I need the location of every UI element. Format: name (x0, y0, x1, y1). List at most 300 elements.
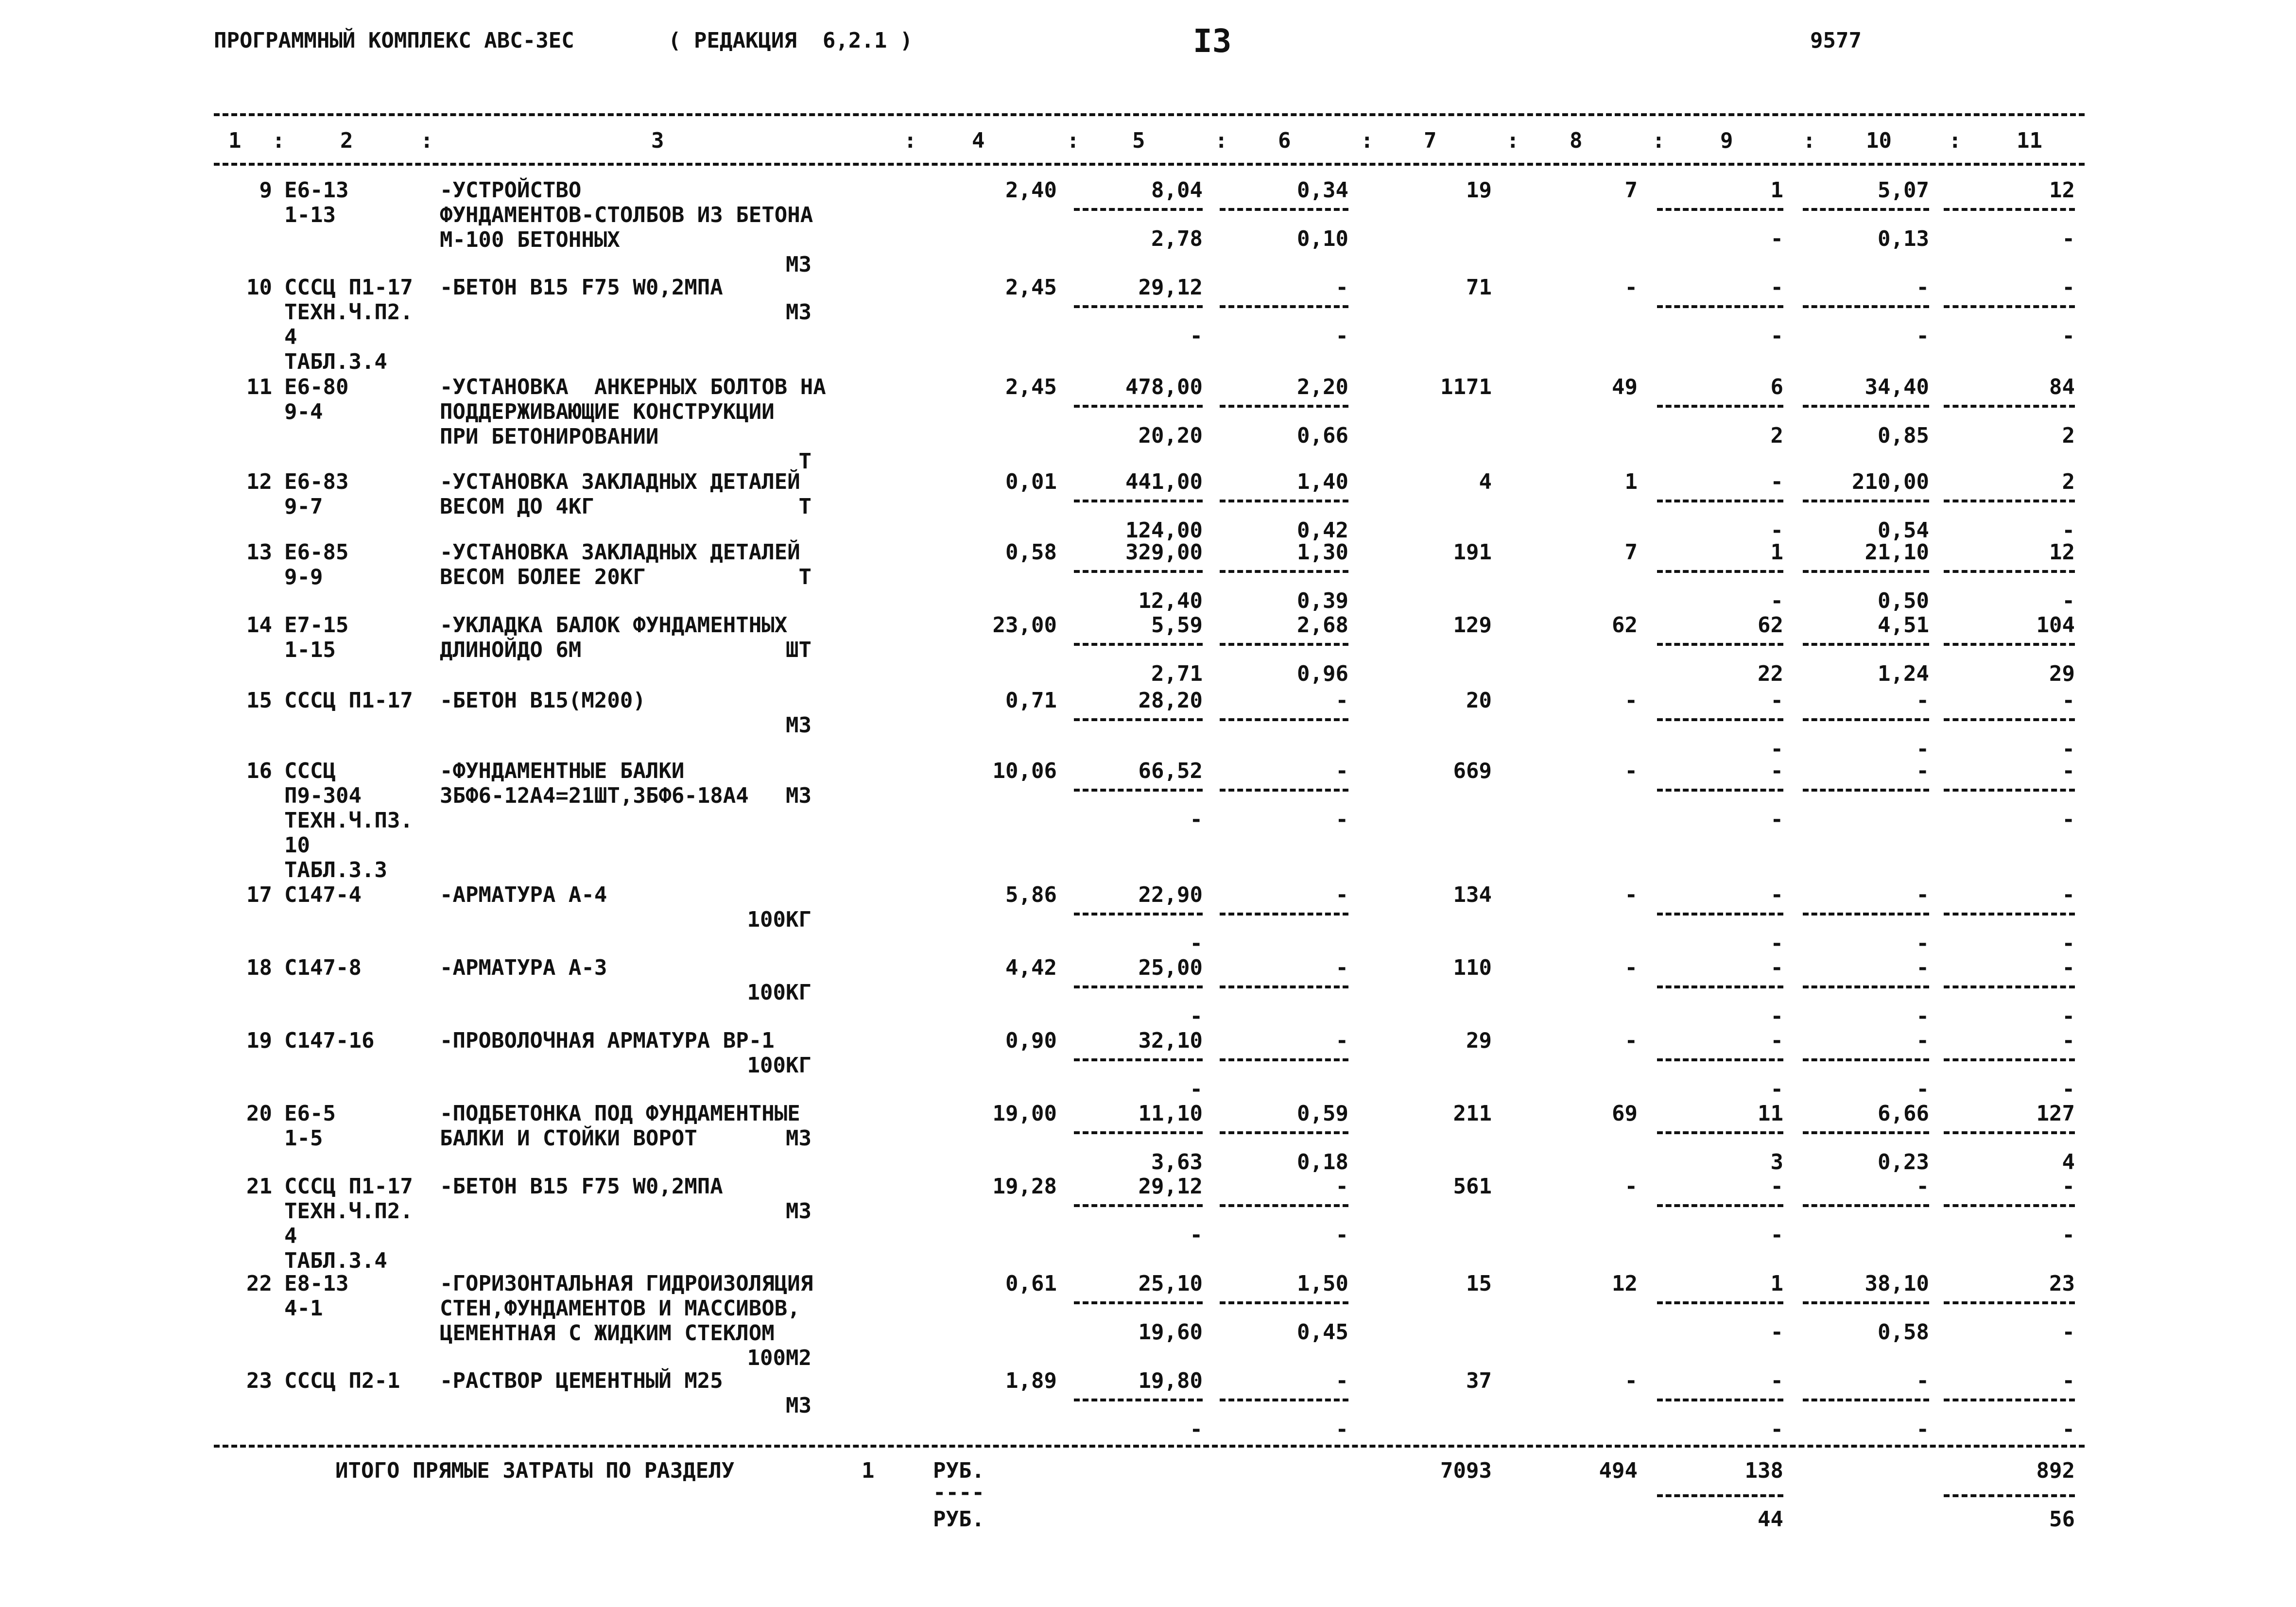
cell-rule (1657, 305, 1783, 308)
cell-c6-sub: - (1335, 324, 1348, 348)
page-number: I3 (1193, 22, 1232, 60)
cell-c9: - (1770, 469, 1783, 494)
cell-rule (1944, 1131, 2075, 1134)
cell-rule (1657, 1399, 1783, 1401)
cell-c5-sub: 2,71 (1151, 661, 1203, 686)
cell-c9-sub: - (1770, 1417, 1783, 1442)
cell-c8: - (1624, 688, 1638, 713)
cell-rule (1220, 1399, 1348, 1401)
cell-c9: 1 (1770, 178, 1783, 203)
column-number: 1 (228, 128, 242, 153)
cell-c8: - (1624, 1174, 1638, 1199)
work-description: М-100 БЕТОННЫХ (440, 227, 620, 252)
resource-code: 4 (284, 325, 297, 349)
cell-rule (1803, 1058, 1929, 1061)
cell-c9-sub: - (1770, 1004, 1783, 1029)
cell-c5: 28,20 (1138, 688, 1203, 713)
cell-c11: 12 (2049, 178, 2075, 203)
row-number: 13 (246, 540, 272, 565)
resource-code: Е6-80 (284, 375, 349, 399)
cell-rule (1803, 1204, 1929, 1207)
row-number: 12 (246, 469, 272, 494)
cell-rule (1220, 1301, 1348, 1304)
total-currency-dash: ---- (933, 1480, 984, 1505)
resource-code: 9-7 (284, 494, 323, 519)
cell-rule (1803, 570, 1929, 573)
cell-c7: 15 (1466, 1271, 1492, 1296)
cell-c11: - (2062, 1174, 2075, 1199)
cell-c6: 0,34 (1297, 178, 1348, 203)
cell-c10-sub: 0,54 (1878, 518, 1929, 543)
cell-c7: 669 (1453, 759, 1492, 783)
cell-c6: - (1335, 759, 1348, 783)
cell-rule (1803, 305, 1929, 308)
document-number: 9577 (1810, 28, 1862, 53)
cell-rule (1220, 718, 1348, 721)
cell-c4: 5,86 (1005, 882, 1057, 907)
cell-c11-sub: 4 (2062, 1150, 2075, 1175)
row-number: 23 (246, 1368, 272, 1393)
cell-c6: 1,40 (1297, 469, 1348, 494)
cell-rule (1657, 405, 1783, 408)
cell-c11-sub: - (2062, 226, 2075, 251)
work-description: ДЛИНОЙДО 6М (440, 638, 582, 662)
cell-c8: - (1624, 955, 1638, 980)
work-description: СТЕН,ФУНДАМЕНТОВ И МАССИВОВ, (440, 1296, 800, 1321)
cell-rule (1944, 718, 2075, 721)
cell-c5-sub: 124,00 (1125, 518, 1203, 543)
unit-of-measure: 100М2 (747, 1346, 811, 1370)
cell-c8: - (1624, 882, 1638, 907)
work-description: -УКЛАДКА БАЛОК ФУНДАМЕНТНЫХ (440, 613, 788, 638)
cell-c11-sub: 29 (2049, 661, 2075, 686)
column-separator: : (1803, 128, 1816, 153)
resource-code: ТАБЛ.3.4 (284, 349, 387, 374)
resource-code: Е6-5 (284, 1101, 336, 1126)
cell-c11-sub: - (2062, 1417, 2075, 1442)
cell-c8: - (1624, 1368, 1638, 1393)
resource-code: СССЦ П1-17 (284, 275, 413, 300)
column-separator: : (420, 128, 433, 153)
resource-code: С147-16 (284, 1028, 375, 1053)
cell-c6: - (1335, 1174, 1348, 1199)
total-col11-sub: 56 (2049, 1507, 2075, 1532)
cell-c4: 0,01 (1005, 469, 1057, 494)
cell-c9: - (1770, 1174, 1783, 1199)
row-number: 17 (246, 882, 272, 907)
cell-c5: 19,80 (1138, 1368, 1203, 1393)
resource-code: СССЦ П2-1 (284, 1368, 400, 1393)
cell-c9-sub: - (1770, 588, 1783, 613)
cell-c5: 25,10 (1138, 1271, 1203, 1296)
cell-c8: 12 (1612, 1271, 1638, 1296)
cell-c10: 210,00 (1852, 469, 1929, 494)
row-number: 16 (246, 759, 272, 783)
cell-rule (1220, 643, 1348, 646)
cell-c10: - (1916, 688, 1929, 713)
cell-c5-sub: - (1190, 807, 1203, 832)
edition-label: ( РЕДАКЦИЯ 6,2.1 ) (668, 28, 913, 53)
column-number: 5 (1132, 128, 1145, 153)
cell-rule (1803, 1131, 1929, 1134)
cell-c9: - (1770, 688, 1783, 713)
cell-c5-sub: - (1190, 931, 1203, 956)
column-separator: : (1215, 128, 1228, 153)
cell-c10: - (1916, 1368, 1929, 1393)
cell-rule (1657, 789, 1783, 792)
unit-of-measure: М3 (786, 1199, 811, 1224)
cell-c10-sub: - (1916, 324, 1929, 348)
column-number: 9 (1720, 128, 1733, 153)
cell-c5-sub: 12,40 (1138, 588, 1203, 613)
cell-c6-sub: 0,96 (1297, 661, 1348, 686)
cell-rule (1074, 913, 1203, 916)
cell-c6-sub: - (1335, 1223, 1348, 1247)
cell-c9-sub: - (1770, 737, 1783, 761)
cell-c4: 2,40 (1005, 178, 1057, 203)
cell-rule (1944, 1204, 2075, 1207)
cell-c11: - (2062, 1368, 2075, 1393)
cell-c10-sub: - (1916, 1004, 1929, 1029)
cell-rule (1074, 1131, 1203, 1134)
total-currency-second: РУБ. (933, 1507, 984, 1532)
unit-of-measure: М3 (786, 1393, 811, 1418)
cell-rule (1074, 208, 1203, 211)
work-description: -БЕТОН В15 F75 W0,2МПА (440, 275, 723, 300)
cell-c11-sub: - (2062, 518, 2075, 543)
cell-c11: - (2062, 882, 2075, 907)
cell-rule (1220, 305, 1348, 308)
column-number: 6 (1278, 128, 1291, 153)
column-separator: : (1652, 128, 1665, 153)
unit-of-measure: Т (798, 565, 811, 589)
cell-c5: 29,12 (1138, 275, 1203, 300)
cell-c5-sub: - (1190, 1223, 1203, 1247)
cell-rule (1220, 500, 1348, 502)
work-description: ВЕСОМ БОЛЕЕ 20КГ (440, 565, 646, 589)
cell-c11-sub: - (2062, 1077, 2075, 1102)
cell-c10: - (1916, 882, 1929, 907)
total-currency: РУБ. (933, 1458, 984, 1483)
total-col9-rule (1657, 1494, 1783, 1497)
cell-c11-sub: - (2062, 1320, 2075, 1345)
cell-c6: - (1335, 882, 1348, 907)
cell-c10: 38,10 (1864, 1271, 1929, 1296)
cell-rule (1074, 1399, 1203, 1401)
cell-rule (1803, 643, 1929, 646)
cell-c5-sub: - (1190, 1077, 1203, 1102)
cell-c9-sub: - (1770, 324, 1783, 348)
cell-rule (1220, 1131, 1348, 1134)
column-separator: : (272, 128, 285, 153)
row-number: 22 (246, 1271, 272, 1296)
cell-rule (1944, 789, 2075, 792)
cell-c6-sub: 0,18 (1297, 1150, 1348, 1175)
resource-code: СССЦ П1-17 (284, 1174, 413, 1199)
cell-c10-sub: - (1916, 1077, 1929, 1102)
cell-c6: 1,30 (1297, 540, 1348, 565)
cell-rule (1220, 208, 1348, 211)
cell-c6-sub: 0,39 (1297, 588, 1348, 613)
cell-c11: 2 (2062, 469, 2075, 494)
work-description: -УСТАНОВКА АНКЕРНЫХ БОЛТОВ НА (440, 375, 826, 399)
cell-c5: 22,90 (1138, 882, 1203, 907)
unit-of-measure: 100КГ (747, 907, 811, 932)
cell-c5-sub: 20,20 (1138, 423, 1203, 448)
work-description: ВЕСОМ ДО 4КГ (440, 494, 594, 519)
cell-c8: - (1624, 275, 1638, 300)
work-description: -ПОДБЕТОНКА ПОД ФУНДАМЕНТНЫЕ (440, 1101, 800, 1126)
unit-of-measure: Т (798, 494, 811, 519)
cell-rule (1657, 913, 1783, 916)
resource-code: 10 (284, 833, 310, 858)
resource-code: 1-15 (284, 638, 336, 662)
cell-c7: 211 (1453, 1101, 1492, 1126)
cell-c5-sub: - (1190, 1004, 1203, 1029)
program-title: ПРОГРАММНЫЙ КОМПЛЕКС АВС-3ЕС (214, 28, 574, 53)
cell-c9: - (1770, 1368, 1783, 1393)
cell-c9: - (1770, 759, 1783, 783)
cell-c11-sub: - (2062, 807, 2075, 832)
header-bottom-rule (214, 163, 2085, 166)
cell-c9: 6 (1770, 375, 1783, 399)
cell-c4: 19,00 (992, 1101, 1057, 1126)
cell-c11: - (2062, 1028, 2075, 1053)
cell-c9: - (1770, 955, 1783, 980)
cell-c8: 69 (1612, 1101, 1638, 1126)
cell-c9: - (1770, 882, 1783, 907)
cell-rule (1944, 985, 2075, 988)
cell-c5: 32,10 (1138, 1028, 1203, 1053)
cell-c11-sub: - (2062, 324, 2075, 348)
cell-c7: 20 (1466, 688, 1492, 713)
unit-of-measure: 100КГ (747, 980, 811, 1005)
cell-c10: 34,40 (1864, 375, 1929, 399)
resource-code: ТЕХН.Ч.П3. (284, 808, 413, 833)
work-description: -АРМАТУРА А-4 (440, 882, 607, 907)
cell-c8: 49 (1612, 375, 1638, 399)
cell-c9-sub: - (1770, 226, 1783, 251)
cell-rule (1074, 643, 1203, 646)
cell-rule (1803, 718, 1929, 721)
work-description: -УСТРОЙСТВО (440, 178, 582, 203)
cell-rule (1944, 643, 2075, 646)
column-number: 4 (972, 128, 985, 153)
cell-rule (1074, 1058, 1203, 1061)
cell-c11: 23 (2049, 1271, 2075, 1296)
work-description: ФУНДАМЕНТОВ-СТОЛБОВ ИЗ БЕТОНА (440, 203, 813, 227)
cell-rule (1220, 1204, 1348, 1207)
cell-c11: 127 (2036, 1101, 2075, 1126)
cell-rule (1220, 789, 1348, 792)
cell-rule (1944, 913, 2075, 916)
cell-c5: 11,10 (1138, 1101, 1203, 1126)
cell-c6-sub: - (1335, 1417, 1348, 1442)
cell-rule (1657, 500, 1783, 502)
cell-c7: 4 (1479, 469, 1492, 494)
row-number: 20 (246, 1101, 272, 1126)
cell-c5-sub: - (1190, 324, 1203, 348)
work-description: -ФУНДАМЕНТНЫЕ БАЛКИ (440, 759, 685, 783)
cell-c9: 1 (1770, 1271, 1783, 1296)
row-number: 15 (246, 688, 272, 713)
cell-c11: 12 (2049, 540, 2075, 565)
work-description: -БЕТОН В15(М200) (440, 688, 646, 713)
cell-c7: 191 (1453, 540, 1492, 565)
row-number: 11 (246, 375, 272, 399)
unit-of-measure: Т (798, 449, 811, 474)
cell-c6-sub: 0,45 (1297, 1320, 1348, 1345)
cell-c10-sub: 0,85 (1878, 423, 1929, 448)
work-description: ПРИ БЕТОНИРОВАНИИ (440, 424, 659, 449)
cell-c11: - (2062, 275, 2075, 300)
cell-c7: 129 (1453, 613, 1492, 638)
work-description: ПОДДЕРЖИВАЮЩИЕ КОНСТРУКЦИИ (440, 399, 775, 424)
cell-c11: 84 (2049, 375, 2075, 399)
cell-c4: 1,89 (1005, 1368, 1057, 1393)
cell-c4: 0,58 (1005, 540, 1057, 565)
cell-c4: 19,28 (992, 1174, 1057, 1199)
cell-c10: 4,51 (1878, 613, 1929, 638)
cell-c6: - (1335, 955, 1348, 980)
cell-rule (1657, 1301, 1783, 1304)
cell-c10: - (1916, 1028, 1929, 1053)
total-col7: 7093 (1440, 1458, 1492, 1483)
cell-rule (1657, 570, 1783, 573)
cell-c7: 29 (1466, 1028, 1492, 1053)
cell-c4: 4,42 (1005, 955, 1057, 980)
cell-rule (1803, 208, 1929, 211)
cell-c7: 561 (1453, 1174, 1492, 1199)
unit-of-measure: 100КГ (747, 1053, 811, 1078)
work-description: БАЛКИ И СТОЙКИ ВОРОТ (440, 1126, 697, 1151)
cell-c4: 0,90 (1005, 1028, 1057, 1053)
cell-c11: - (2062, 688, 2075, 713)
work-description: -БЕТОН В15 F75 W0,2МПА (440, 1174, 723, 1199)
cell-c7: 110 (1453, 955, 1492, 980)
cell-rule (1657, 1204, 1783, 1207)
cell-rule (1803, 913, 1929, 916)
resource-code: ТАБЛ.3.3 (284, 858, 387, 882)
cell-c4: 10,06 (992, 759, 1057, 783)
cell-c10: 5,07 (1878, 178, 1929, 203)
row-number: 9 (259, 178, 272, 203)
cell-rule (1657, 985, 1783, 988)
cell-rule (1220, 913, 1348, 916)
cell-rule (1220, 570, 1348, 573)
cell-rule (1220, 985, 1348, 988)
resource-code: С147-8 (284, 955, 362, 980)
row-number: 14 (246, 613, 272, 638)
cell-c9: - (1770, 275, 1783, 300)
cell-c9-sub: - (1770, 1223, 1783, 1247)
total-col11-rule (1944, 1494, 2075, 1497)
cell-c5-sub: - (1190, 1417, 1203, 1442)
cell-c4: 2,45 (1005, 375, 1057, 399)
cell-c11-sub: - (2062, 737, 2075, 761)
cell-c10-sub: - (1916, 737, 1929, 761)
cell-rule (1657, 643, 1783, 646)
cell-c8: - (1624, 759, 1638, 783)
cell-c5: 478,00 (1125, 375, 1203, 399)
cell-c4: 2,45 (1005, 275, 1057, 300)
cell-c5: 329,00 (1125, 540, 1203, 565)
work-description: -ГОРИЗОНТАЛЬНАЯ ГИДРОИЗОЛЯЦИЯ (440, 1271, 813, 1296)
cell-c5: 441,00 (1125, 469, 1203, 494)
top-rule (214, 113, 2085, 116)
cell-rule (1944, 1399, 2075, 1401)
cell-rule (1944, 570, 2075, 573)
cell-rule (1803, 500, 1929, 502)
cell-c6-sub: 0,10 (1297, 226, 1348, 251)
cell-rule (1657, 1131, 1783, 1134)
work-description: ЦЕМЕНТНАЯ С ЖИДКИМ СТЕКЛОМ (440, 1321, 775, 1346)
column-separator: : (1067, 128, 1080, 153)
cell-rule (1657, 1058, 1783, 1061)
cell-c4: 0,71 (1005, 688, 1057, 713)
cell-c8: 7 (1624, 178, 1638, 203)
resource-code: 4-1 (284, 1296, 323, 1321)
resource-code: Е6-85 (284, 540, 349, 565)
row-number: 18 (246, 955, 272, 980)
cell-c9-sub: - (1770, 807, 1783, 832)
work-description: -РАСТВОР ЦЕМЕНТНЫЙ М25 (440, 1368, 723, 1393)
cell-c6-sub: 0,66 (1297, 423, 1348, 448)
cell-c10-sub: 0,23 (1878, 1150, 1929, 1175)
resource-code: ТАБЛ.3.4 (284, 1248, 387, 1273)
cell-rule (1944, 1058, 2075, 1061)
cell-c4: 0,61 (1005, 1271, 1057, 1296)
cell-c4: 23,00 (992, 613, 1057, 638)
cell-c7: 71 (1466, 275, 1492, 300)
total-label: ИТОГО ПРЯМЫЕ ЗАТРАТЫ ПО РАЗДЕЛУ (335, 1458, 735, 1483)
resource-code: П9-304 (284, 783, 362, 808)
cell-rule (1803, 789, 1929, 792)
column-number: 10 (1866, 128, 1892, 153)
unit-of-measure: М3 (786, 713, 811, 738)
resource-code: Е6-13 (284, 178, 349, 203)
cell-c5: 29,12 (1138, 1174, 1203, 1199)
resource-code: Е7-15 (284, 613, 349, 638)
cell-c11-sub: - (2062, 588, 2075, 613)
cell-rule (1074, 789, 1203, 792)
cell-c11: 104 (2036, 613, 2075, 638)
cell-rule (1944, 500, 2075, 502)
cell-c9-sub: - (1770, 1077, 1783, 1102)
cell-c6: 2,68 (1297, 613, 1348, 638)
unit-of-measure: ШТ (786, 638, 811, 662)
cell-c10: - (1916, 1174, 1929, 1199)
unit-of-measure: М3 (786, 1126, 811, 1151)
cell-c6: 2,20 (1297, 375, 1348, 399)
cell-rule (1803, 985, 1929, 988)
column-number: 8 (1570, 128, 1583, 153)
cell-c5-sub: 3,63 (1151, 1150, 1203, 1175)
cell-rule (1803, 405, 1929, 408)
cell-c5: 66,52 (1138, 759, 1203, 783)
cell-c10: - (1916, 759, 1929, 783)
cell-rule (1944, 1301, 2075, 1304)
cell-rule (1074, 1301, 1203, 1304)
cell-rule (1803, 1399, 1929, 1401)
cell-c8: - (1624, 1028, 1638, 1053)
cell-c5: 8,04 (1151, 178, 1203, 203)
cell-rule (1074, 405, 1203, 408)
work-description: -АРМАТУРА А-3 (440, 955, 607, 980)
total-col8: 494 (1599, 1458, 1638, 1483)
cell-rule (1074, 570, 1203, 573)
cell-rule (1074, 305, 1203, 308)
